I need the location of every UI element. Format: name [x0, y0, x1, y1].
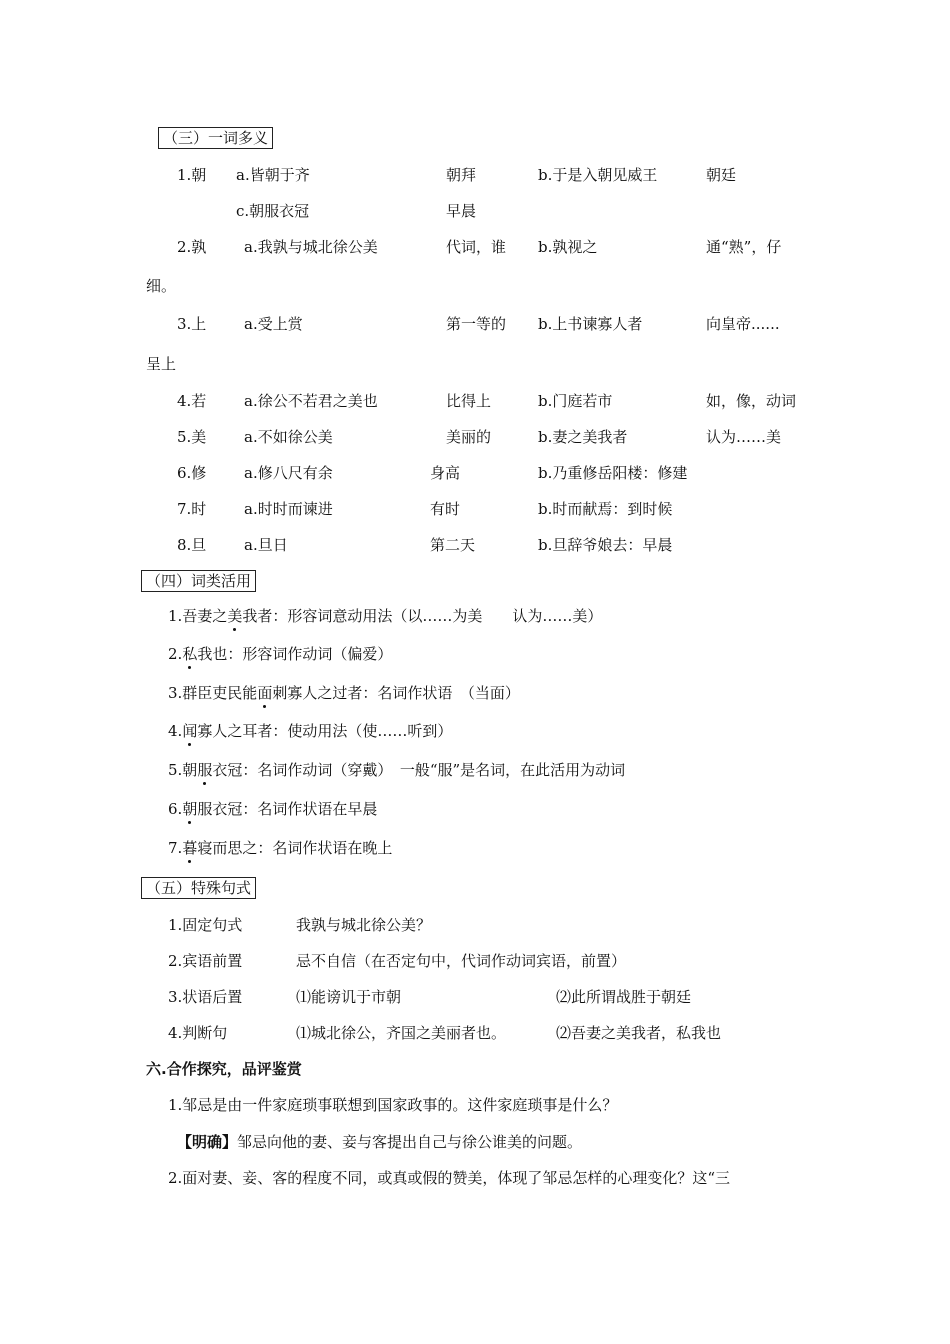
list-item-a: a.受上赏	[244, 315, 303, 333]
list-item-b: b.门庭若市	[538, 392, 613, 410]
list-item-num: 1.朝	[177, 166, 207, 184]
list-item-b-meaning: 朝廷	[706, 166, 737, 184]
list-item-b-meaning: 认为……美	[706, 428, 782, 446]
sentence-type-example-2: ⑵此所谓战胜于朝廷	[556, 988, 692, 1006]
section6-heading: 六.合作探究，品评鉴赏	[146, 1060, 302, 1078]
list-item-continuation: 细。	[146, 277, 177, 295]
list-item-b-meaning: 如，像，动词	[706, 392, 797, 410]
list-item-a-meaning: 第二天	[430, 536, 476, 554]
list-item	[168, 683, 520, 703]
item-text: 寝而思之：名词作状语在晚上	[197, 839, 393, 857]
sentence-type-example: ⑴城北徐公，齐国之美丽者也。	[296, 1024, 507, 1042]
list-item-b: b.旦辞爷娘去：早晨	[538, 536, 673, 554]
answer-text: 邹忌向他的妻、妾与客提出自己与徐公谁美的问题。	[237, 1133, 583, 1151]
list-item	[168, 721, 452, 741]
list-item-a-meaning: 身高	[430, 464, 461, 482]
list-item-b-meaning: 向皇帝......	[706, 315, 780, 333]
list-item-num: 2.孰	[177, 238, 207, 256]
list-item-b: b.孰视之	[538, 238, 598, 256]
list-item-a-meaning: 有时	[430, 500, 461, 518]
list-item-b: b.于是入朝见威王	[538, 166, 658, 184]
section3-title: （三）一词多义	[158, 127, 273, 149]
list-item-a-meaning: 代词，谁	[446, 238, 507, 256]
list-item-num: 5.美	[177, 428, 207, 446]
answer-1	[177, 1132, 582, 1152]
item-prefix: 3.群臣吏民能	[168, 684, 258, 702]
section4-title: （四）词类活用	[141, 570, 256, 592]
list-item-c-meaning: 早晨	[446, 202, 477, 220]
list-item-num: 8.旦	[177, 536, 207, 554]
list-item	[168, 838, 392, 858]
sentence-type-label: 4.判断句	[168, 1024, 228, 1042]
list-item-a: a.不如徐公美	[244, 428, 333, 446]
list-item-b: b.时而献焉：到时候	[538, 500, 673, 518]
item-prefix: 7.	[168, 839, 183, 857]
list-item-a: a.旦日	[244, 536, 288, 554]
emphasized-word: 闻	[182, 722, 198, 740]
item-prefix: 2.	[168, 645, 183, 663]
item-text: 我者：形容词意动用法（以……为美 认为……美）	[242, 607, 603, 625]
emphasized-word: 私	[182, 645, 198, 663]
list-item-num: 4.若	[177, 392, 207, 410]
list-item-b: b.上书谏寡人者	[538, 315, 643, 333]
list-item-num: 6.修	[177, 464, 207, 482]
list-item-b: b.乃重修岳阳楼：修建	[538, 464, 688, 482]
sentence-type-label: 3.状语后置	[168, 988, 243, 1006]
list-item-a-meaning: 朝拜	[446, 166, 477, 184]
emphasized-word: 暮	[182, 839, 198, 857]
list-item	[168, 799, 377, 819]
emphasized-word: 美	[227, 607, 243, 625]
list-item-a-meaning: 比得上	[446, 392, 492, 410]
sentence-type-label: 2.宾语前置	[168, 952, 243, 970]
sentence-type-example: ⑴能谤讥于市朝	[296, 988, 402, 1006]
list-item-a: a.时时而谏进	[244, 500, 333, 518]
item-text: 寡人之耳者：使动用法（使……听到）	[197, 722, 453, 740]
list-item	[168, 760, 625, 780]
list-item-c: c.朝服衣冠	[236, 202, 310, 220]
list-item-continuation: 呈上	[146, 355, 177, 373]
list-item	[168, 644, 392, 664]
item-prefix: 6.	[168, 800, 183, 818]
list-item-a: a.修八尺有余	[244, 464, 333, 482]
emphasized-word: 朝	[182, 800, 198, 818]
emphasized-word: 服	[197, 761, 213, 779]
list-item-num: 3.上	[177, 315, 207, 333]
list-item-a: a.我孰与城北徐公美	[244, 238, 378, 256]
item-text: 服衣冠：名词作状语在早晨	[197, 800, 378, 818]
section5-title: （五）特殊句式	[141, 877, 256, 899]
question-1: 1.邹忌是由一件家庭琐事联想到国家政事的。这件家庭琐事是什么？	[168, 1096, 618, 1114]
emphasized-word: 面	[257, 684, 273, 702]
item-text: 刺寡人之过者：名词作状语 （当面）	[272, 684, 520, 702]
list-item-b: b.妻之美我者	[538, 428, 628, 446]
list-item-a-meaning: 第一等的	[446, 315, 507, 333]
sentence-type-example: 我孰与城北徐公美？	[296, 916, 432, 934]
item-text: 我也：形容词作动词（偏爱）	[197, 645, 393, 663]
list-item-num: 7.时	[177, 500, 207, 518]
list-item-a: a.徐公不若君之美也	[244, 392, 378, 410]
list-item-b-meaning: 通“熟”，仔	[706, 238, 782, 256]
sentence-type-example-2: ⑵吾妻之美我者，私我也	[556, 1024, 722, 1042]
item-prefix: 1.吾妻之	[168, 607, 228, 625]
list-item-a-meaning: 美丽的	[446, 428, 492, 446]
sentence-type-label: 1.固定句式	[168, 916, 243, 934]
item-prefix: 5.朝	[168, 761, 198, 779]
list-item-a: a.皆朝于齐	[236, 166, 310, 184]
sentence-type-example: 忌不自信（在否定句中，代词作动词宾语，前置）	[296, 952, 627, 970]
answer-label: 【明确】	[177, 1133, 238, 1151]
question-2: 2.面对妻、妾、客的程度不同，或真或假的赞美，体现了邹忌怎样的心理变化？这“三	[168, 1169, 730, 1187]
list-item	[168, 606, 602, 626]
item-text: 衣冠：名词作动词（穿戴） 一般“服”是名词，在此活用为动词	[212, 761, 626, 779]
item-prefix: 4.	[168, 722, 183, 740]
